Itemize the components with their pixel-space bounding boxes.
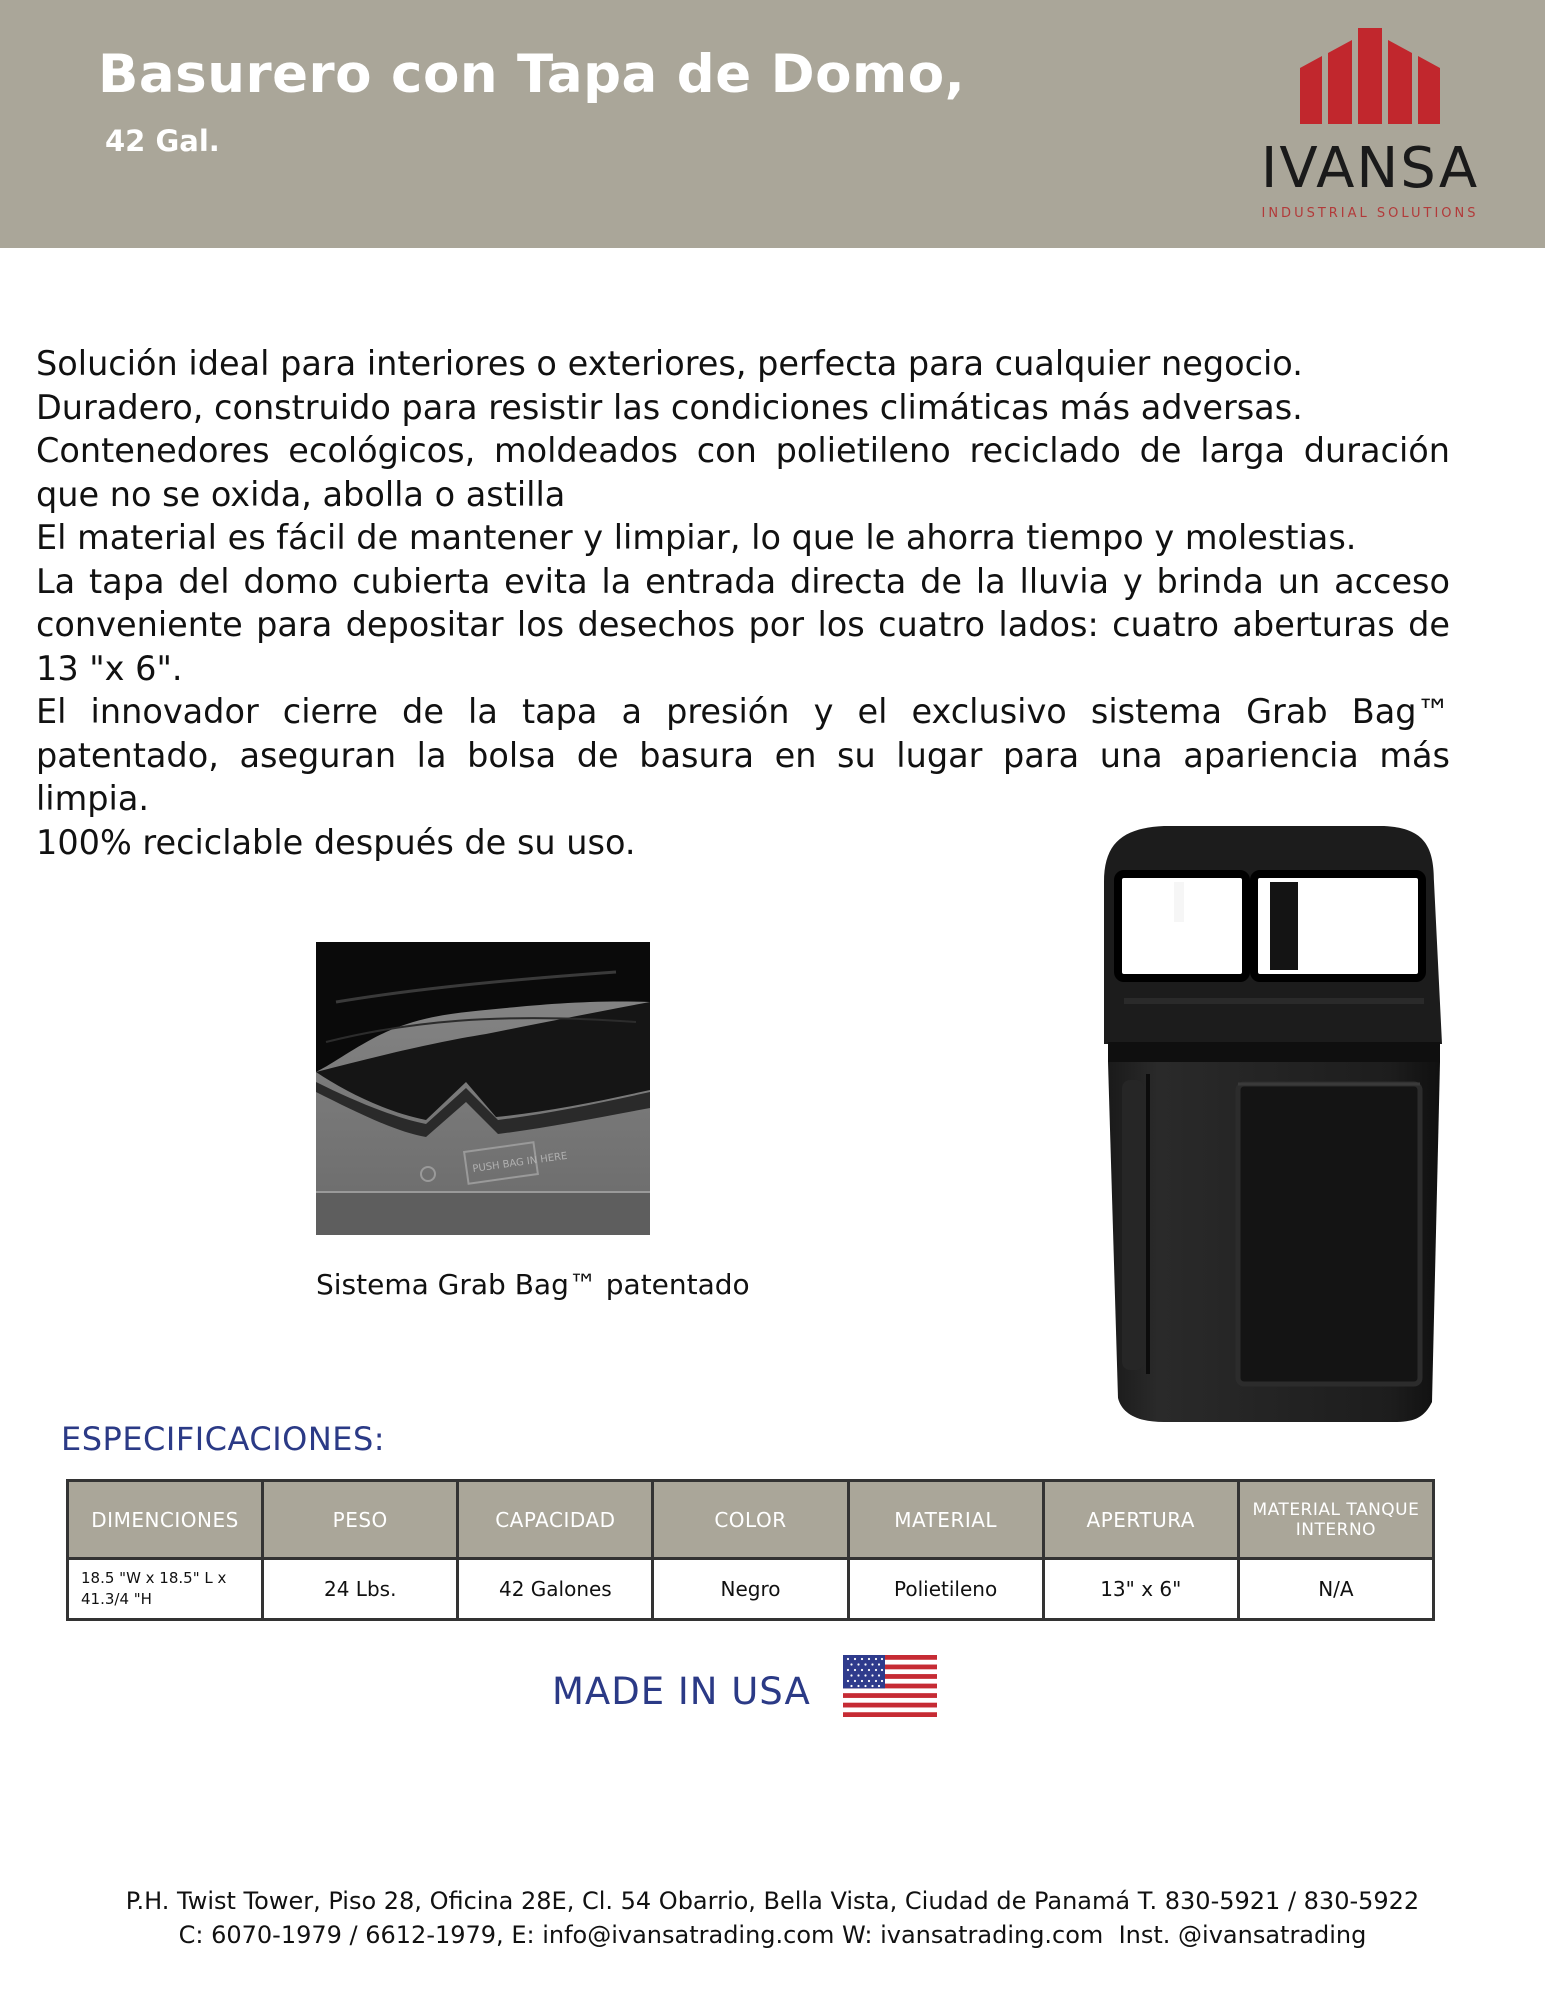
embossed-label: PUSH BAG IN HERE — [471, 1150, 569, 1175]
product-capacity: 42 Gal. — [105, 124, 220, 158]
product-title: Basurero con Tapa de Domo, — [98, 44, 966, 105]
header-banner — [0, 0, 1545, 248]
column-header: DIMENCIONES — [68, 1481, 263, 1559]
table-cell: 13" x 6" — [1043, 1559, 1238, 1620]
buildings-logo-icon — [1300, 28, 1440, 124]
table-header-row — [68, 1481, 1434, 1559]
column-header: COLOR — [653, 1481, 848, 1559]
made-in-label: MADE IN USA — [552, 1670, 811, 1713]
description-paragraph: El material es fácil de mantener y limpiar, lo que le ahorra tiempo y molestias. — [36, 518, 1357, 557]
column-header: MATERIAL — [848, 1481, 1043, 1559]
logo-tagline: INDUSTRIAL SOLUTIONS — [1261, 206, 1479, 221]
grab-bag-caption: Sistema Grab Bag™ patentado — [316, 1268, 750, 1301]
table-cell: 42 Galones — [458, 1559, 653, 1620]
description-paragraph: Duradero, construido para resistir las condiciones climáticas más adversas. — [36, 387, 1303, 427]
table-cell: Negro — [653, 1559, 848, 1620]
usa-flag-icon — [843, 1655, 937, 1717]
footer-contact — [0, 1884, 1545, 1952]
column-header: CAPACIDAD — [458, 1481, 653, 1559]
footer-contacts: C: 6070-1979 / 6612-1979, E: info@ivansatrading.com W: ivansatrading.com Inst. @ivansatrading — [178, 1921, 1367, 1949]
description-paragraph: Solución ideal para interiores o exteriores, perfecta para cualquier negocio. — [36, 344, 1303, 383]
column-header: APERTURA — [1043, 1481, 1238, 1559]
table-cell: N/A — [1238, 1559, 1433, 1620]
logo-name: IVANSA — [1260, 136, 1480, 201]
table-cell: Polietileno — [848, 1559, 1043, 1620]
specifications-table — [66, 1479, 1435, 1621]
ivansa-logo — [1250, 28, 1490, 228]
column-header: PESO — [263, 1481, 458, 1559]
description-paragraph: La tapa del domo cubierta evita la entrada directa de la lluvia y brinda un acceso conveniente para depositar los desechos por los cuatro lados: cuatro aberturas de 13 "x 6". — [36, 561, 1450, 688]
description-paragraph: 100% reciclable después de su uso. — [36, 822, 636, 862]
description-paragraph: Contenedores ecológicos, moldeados con polietileno reciclado de larga duración que no se oxida, abolla o astilla — [36, 431, 1450, 514]
description-paragraph: El innovador cierre de la tapa a presión y el exclusivo sistema Grab Bag™ patentado, aseguran la bolsa de basura en su lugar para una apariencia más limpia. — [36, 692, 1450, 818]
grab-bag-photo — [316, 942, 650, 1235]
table-row — [68, 1559, 1434, 1620]
footer-address: P.H. Twist Tower, Piso 28, Oficina 28E, Cl. 54 Obarrio, Bella Vista, Ciudad de Panamá T. 830-5921 / 830-5922 — [125, 1887, 1420, 1915]
table-cell: 24 Lbs. — [263, 1559, 458, 1620]
column-header: MATERIAL TANQUE INTERNO — [1238, 1481, 1433, 1559]
table-cell: 18.5 "W x 18.5" L x 41.3/4 "H — [68, 1559, 263, 1620]
specifications-title: ESPECIFICACIONES: — [61, 1420, 386, 1458]
trash-can-photo — [1094, 822, 1454, 1422]
product-description — [36, 342, 1450, 864]
